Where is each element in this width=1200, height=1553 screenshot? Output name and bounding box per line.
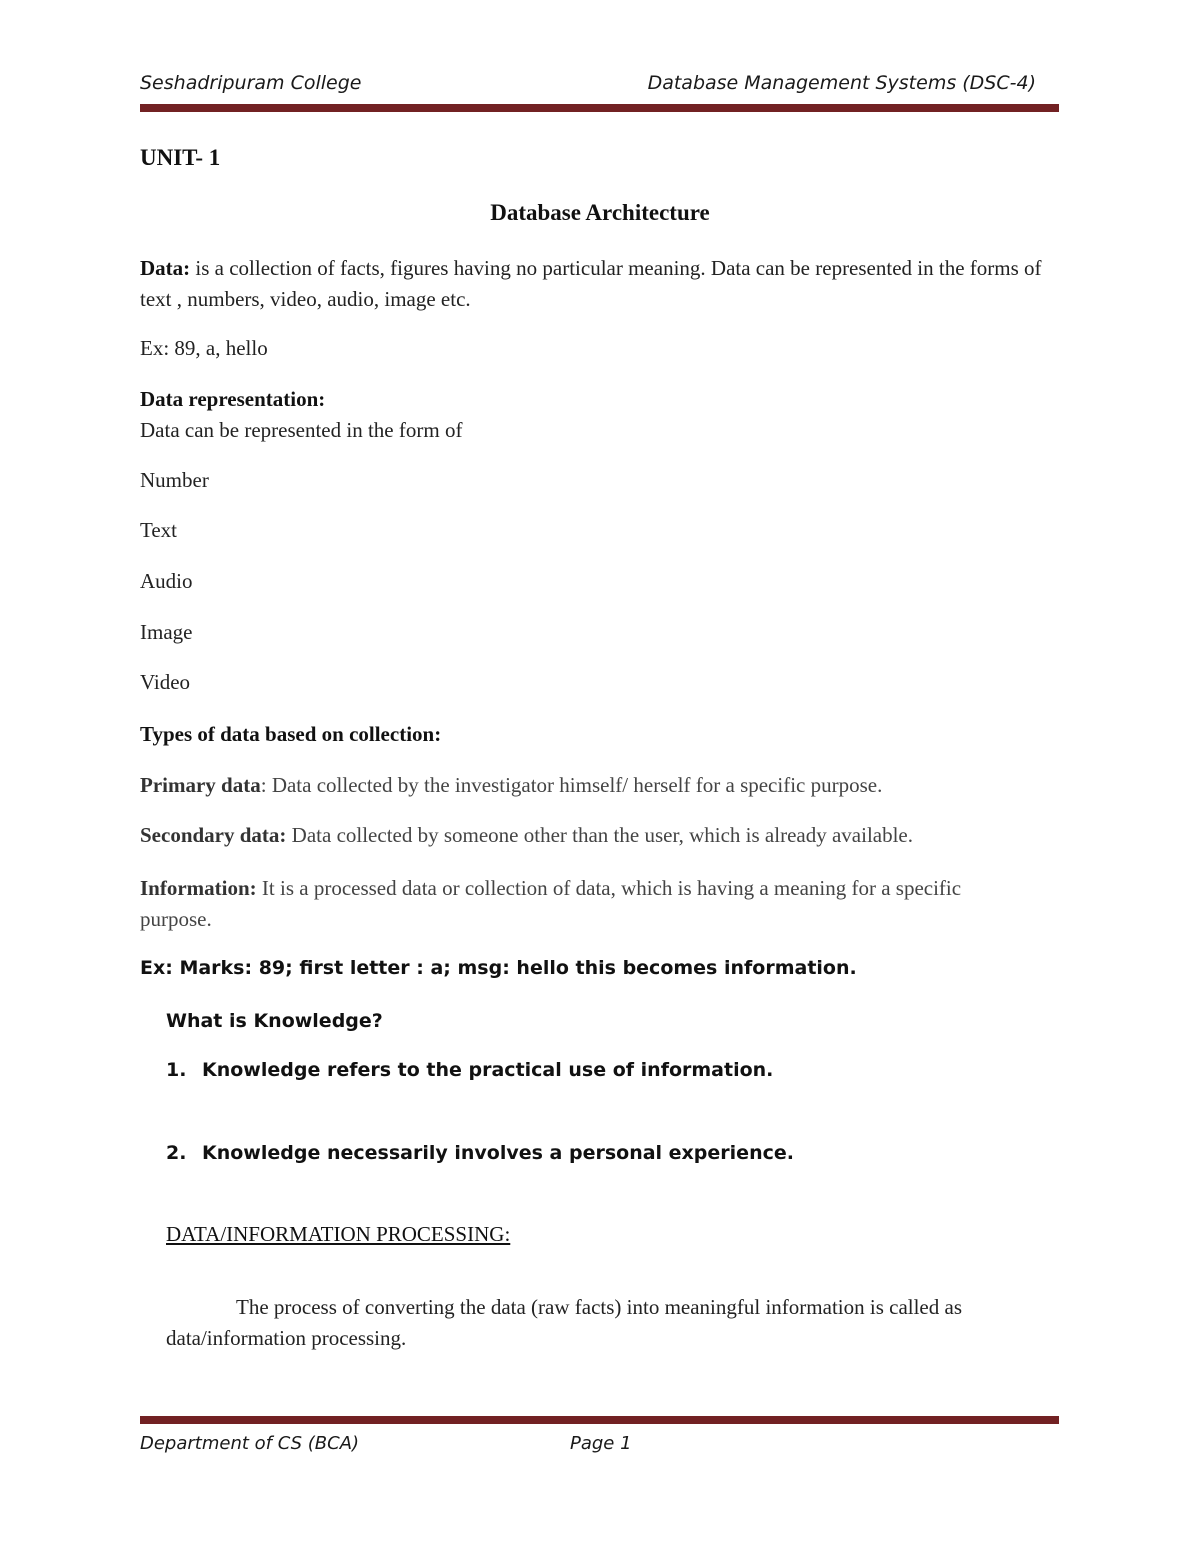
representation-item-video: Video — [140, 670, 191, 694]
page-number: Page 1 — [570, 1433, 632, 1454]
secondary-data-text: Data collected by someone other than the user, which is already available. — [286, 823, 914, 847]
unit-heading: UNIT- 1 — [140, 145, 221, 170]
page-title: Database Architecture — [490, 200, 710, 225]
secondary-data-label: Secondary data: — [140, 823, 287, 847]
types-heading: Types of data based on collection: — [140, 722, 442, 746]
representation-intro: Data can be represented in the form of — [140, 418, 463, 442]
footer-department: Department of CS (BCA) — [140, 1433, 360, 1454]
data-definition — [140, 253, 1045, 315]
representation-heading: Data representation: — [140, 387, 326, 411]
representation-item-image: Image — [140, 620, 193, 644]
data-example: Ex: 89, a, hello — [140, 336, 268, 360]
header-college: Seshadripuram College — [140, 72, 362, 94]
data-definition-text: is a collection of facts, figures having no particular meaning. Data can be represented in the forms of text , numbers, video, audio, image etc. — [140, 256, 1042, 311]
knowledge-heading: What is Knowledge? — [166, 1010, 383, 1032]
footer-rule — [140, 1416, 1059, 1424]
primary-data-label: Primary data — [140, 773, 261, 797]
secondary-data — [140, 823, 913, 848]
processing-text: The process of converting the data (raw facts) into meaningful information is called as data/information processing. — [166, 1295, 962, 1350]
information-label: Information: — [140, 876, 257, 900]
information-definition — [140, 873, 1000, 935]
header-rule — [140, 104, 1059, 112]
representation-item-audio: Audio — [140, 569, 193, 593]
knowledge-item-1-text: Knowledge refers to the practical use of information. — [202, 1059, 774, 1081]
representation-item-text: Text — [140, 518, 178, 542]
representation-item-number: Number — [140, 468, 209, 492]
knowledge-item-1 — [166, 1059, 773, 1081]
primary-data — [140, 773, 882, 798]
processing-heading: DATA/INFORMATION PROCESSING: — [166, 1222, 511, 1246]
knowledge-item-2-text: Knowledge necessarily involves a personal experience. — [202, 1142, 794, 1164]
primary-data-text: : Data collected by the investigator himself/ herself for a specific purpose. — [260, 773, 883, 797]
knowledge-item-1-number: 1. — [166, 1059, 187, 1081]
knowledge-item-2-number: 2. — [166, 1142, 187, 1164]
knowledge-item-2 — [166, 1142, 794, 1164]
data-label: Data: — [140, 256, 191, 280]
header-course: Database Management Systems (DSC-4) — [647, 72, 1036, 94]
information-example: Ex: Marks: 89; first letter : a; msg: hello this becomes information. — [140, 957, 857, 979]
information-text: It is a processed data or collection of data, which is having a meaning for a specific purpose. — [140, 876, 962, 931]
